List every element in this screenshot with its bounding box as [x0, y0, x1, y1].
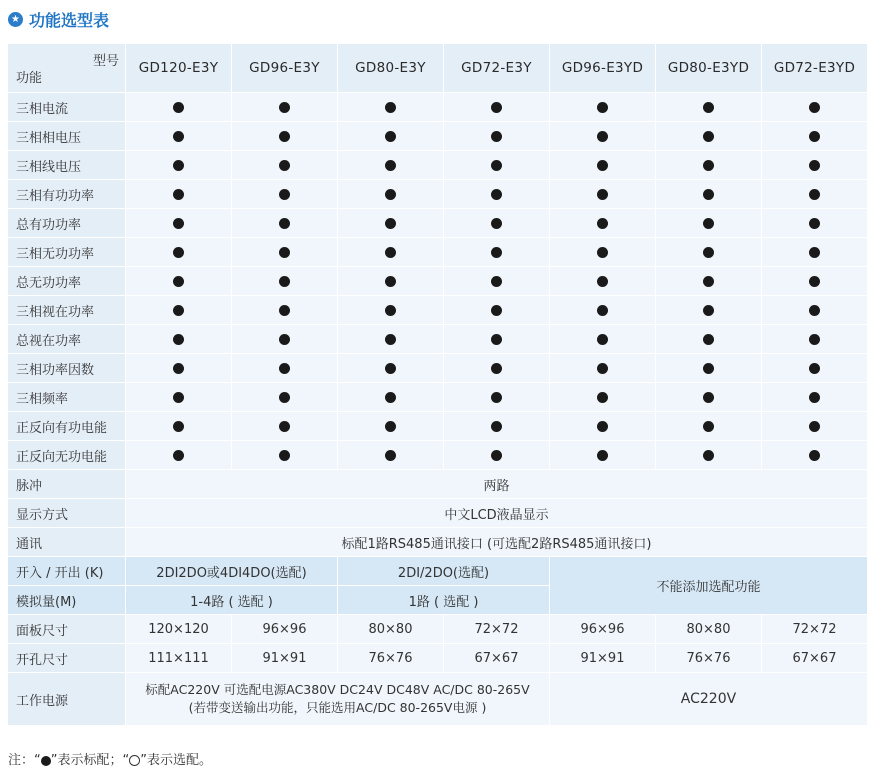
standard-dot-icon [491, 102, 502, 113]
standard-dot-icon [385, 276, 396, 287]
standard-dot-icon [279, 131, 290, 142]
standard-dot-icon [703, 247, 714, 258]
standard-dot-icon [385, 102, 396, 113]
standard-dot-icon [173, 392, 184, 403]
standard-dot-icon [491, 450, 502, 461]
feature-cell [232, 209, 338, 238]
feature-cell [338, 122, 444, 151]
feature-cell [444, 296, 550, 325]
feature-cell [232, 325, 338, 354]
standard-dot-icon [597, 392, 608, 403]
note-prefix: 注：“ [8, 753, 41, 768]
io-label: 开入 / 开出 (K) [8, 557, 126, 586]
feature-cell [656, 93, 762, 122]
feature-cell [338, 180, 444, 209]
power-row [8, 673, 868, 726]
standard-dot-icon [279, 218, 290, 229]
feature-cell [232, 267, 338, 296]
standard-dot-icon [279, 450, 290, 461]
feature-cell [232, 412, 338, 441]
standard-dot-icon [173, 218, 184, 229]
feature-cell [444, 151, 550, 180]
feature-cell [762, 412, 868, 441]
feature-cell [126, 325, 232, 354]
feature-cell [550, 441, 656, 470]
standard-dot-icon [173, 450, 184, 461]
feature-cell [126, 238, 232, 267]
feature-cell [656, 151, 762, 180]
feature-cell [232, 441, 338, 470]
standard-dot-icon [597, 363, 608, 374]
power-standard-line2: (若带变送输出功能，只能选用AC/DC 80-265V电源 ) [188, 700, 487, 715]
feature-cell [762, 180, 868, 209]
feature-cell [126, 151, 232, 180]
standard-dot-icon [597, 189, 608, 200]
standard-dot-icon [491, 276, 502, 287]
standard-dot-icon [173, 160, 184, 171]
feature-cell [338, 412, 444, 441]
feature-cell [762, 354, 868, 383]
standard-dot-icon [597, 131, 608, 142]
standard-dot-icon [279, 305, 290, 316]
standard-dot-icon [385, 363, 396, 374]
feature-cell [232, 151, 338, 180]
feature-cell [126, 267, 232, 296]
section-title [8, 6, 109, 32]
cutout-size-cell: 91×91 [232, 644, 338, 673]
standard-dot-icon [279, 363, 290, 374]
standard-dot-icon [597, 305, 608, 316]
standard-dot-icon [173, 131, 184, 142]
feature-cell [126, 93, 232, 122]
standard-dot-icon [703, 276, 714, 287]
display-row [8, 499, 868, 528]
feature-label: 正反向有功电能 [8, 412, 126, 441]
feature-label: 三相无功功率 [8, 238, 126, 267]
standard-dot-icon [173, 334, 184, 345]
feature-row [8, 122, 868, 151]
cutout-size-cell: 67×67 [762, 644, 868, 673]
corner-function-label: 功能 [16, 71, 43, 86]
feature-cell [338, 383, 444, 412]
feature-cell [338, 209, 444, 238]
feature-cell [232, 238, 338, 267]
feature-row [8, 412, 868, 441]
display-value: 中文LCD液晶显示 [126, 499, 868, 528]
panel-size-cell: 80×80 [338, 615, 444, 644]
feature-label: 三相线电压 [8, 151, 126, 180]
standard-dot-icon [809, 189, 820, 200]
feature-cell [656, 267, 762, 296]
standard-dot-icon [703, 160, 714, 171]
standard-dot-icon [703, 421, 714, 432]
feature-cell [656, 180, 762, 209]
footnote [8, 749, 212, 768]
feature-row [8, 238, 868, 267]
standard-dot-icon [703, 334, 714, 345]
feature-cell [232, 180, 338, 209]
feature-cell [762, 267, 868, 296]
feature-cell [126, 383, 232, 412]
feature-cell [550, 412, 656, 441]
feature-cell [762, 151, 868, 180]
no-option-cell: 不能添加选配功能 [550, 557, 868, 615]
standard-dot-icon [491, 363, 502, 374]
page-title: 功能选型表 [29, 10, 110, 30]
analog-group1: 1-4路 ( 选配 ) [126, 586, 338, 615]
standard-dot-icon [491, 160, 502, 171]
standard-dot-icon [809, 276, 820, 287]
cutout-size-row [8, 644, 868, 673]
standard-dot-icon [597, 102, 608, 113]
feature-cell [762, 93, 868, 122]
note-mid: ”表示标配；“ [50, 753, 130, 768]
standard-dot-icon [385, 421, 396, 432]
feature-label: 总有功功率 [8, 209, 126, 238]
standard-dot-icon [491, 247, 502, 258]
standard-dot-icon [173, 421, 184, 432]
panel-size-cell: 96×96 [232, 615, 338, 644]
feature-cell [126, 412, 232, 441]
feature-cell [338, 93, 444, 122]
feature-row [8, 180, 868, 209]
feature-cell [338, 238, 444, 267]
feature-row [8, 325, 868, 354]
standard-dot-icon [173, 189, 184, 200]
standard-dot-icon [491, 218, 502, 229]
standard-dot-icon [385, 305, 396, 316]
feature-cell [550, 238, 656, 267]
feature-cell [126, 441, 232, 470]
io-row [8, 557, 868, 586]
standard-dot-icon [491, 392, 502, 403]
standard-dot-icon [491, 421, 502, 432]
feature-cell [550, 151, 656, 180]
power-other: AC220V [550, 673, 868, 726]
feature-label: 三相频率 [8, 383, 126, 412]
standard-dot-icon [279, 421, 290, 432]
feature-cell [550, 296, 656, 325]
feature-cell [126, 296, 232, 325]
feature-cell [656, 209, 762, 238]
feature-cell [126, 209, 232, 238]
feature-cell [762, 122, 868, 151]
feature-cell [444, 267, 550, 296]
pulse-label: 脉冲 [8, 470, 126, 499]
feature-cell [550, 383, 656, 412]
feature-cell [762, 383, 868, 412]
feature-label: 正反向无功电能 [8, 441, 126, 470]
feature-cell [444, 238, 550, 267]
model-header: GD72-E3Y [444, 44, 550, 93]
power-standard-line1: 标配AC220V 可选配电源AC380V DC24V DC48V AC/DC 80-265V [145, 682, 530, 697]
standard-dot-icon [597, 421, 608, 432]
feature-cell [232, 354, 338, 383]
feature-cell [762, 296, 868, 325]
optional-circle-icon [129, 755, 140, 766]
header-corner [8, 44, 126, 93]
feature-cell [232, 93, 338, 122]
standard-dot-icon [597, 160, 608, 171]
standard-dot-icon [385, 392, 396, 403]
feature-label: 三相功率因数 [8, 354, 126, 383]
comm-value: 标配1路RS485通讯接口 (可选配2路RS485通讯接口) [126, 528, 868, 557]
feature-cell [656, 238, 762, 267]
feature-label: 总无功功率 [8, 267, 126, 296]
standard-dot-icon [597, 247, 608, 258]
feature-cell [444, 180, 550, 209]
power-label: 工作电源 [8, 673, 126, 726]
standard-dot-icon [279, 102, 290, 113]
feature-label: 三相有功功率 [8, 180, 126, 209]
feature-cell [762, 441, 868, 470]
feature-row [8, 151, 868, 180]
feature-label: 三相视在功率 [8, 296, 126, 325]
standard-dot-icon [809, 218, 820, 229]
cutout-size-cell: 111×111 [126, 644, 232, 673]
feature-cell [232, 296, 338, 325]
feature-row [8, 93, 868, 122]
feature-cell [444, 325, 550, 354]
standard-dot-icon [809, 131, 820, 142]
header-row [8, 44, 868, 93]
selection-table [8, 44, 868, 726]
standard-dot-icon [703, 131, 714, 142]
feature-cell [232, 122, 338, 151]
feature-cell [550, 267, 656, 296]
standard-dot-icon [385, 334, 396, 345]
power-standard [126, 673, 550, 726]
standard-dot-icon [279, 160, 290, 171]
feature-cell [444, 122, 550, 151]
pulse-row [8, 470, 868, 499]
feature-cell [338, 296, 444, 325]
standard-dot-icon [809, 421, 820, 432]
feature-cell [550, 325, 656, 354]
star-circle-icon: ★ [8, 12, 23, 27]
standard-dot-icon [385, 131, 396, 142]
analog-label: 模拟量(M) [8, 586, 126, 615]
comm-label: 通讯 [8, 528, 126, 557]
standard-dot-icon [385, 247, 396, 258]
feature-cell [444, 412, 550, 441]
feature-cell [444, 383, 550, 412]
feature-row [8, 441, 868, 470]
note-suffix: ”表示选配。 [140, 753, 212, 768]
standard-dot-icon [703, 392, 714, 403]
standard-dot-icon [703, 218, 714, 229]
feature-label: 总视在功率 [8, 325, 126, 354]
feature-cell [550, 209, 656, 238]
feature-cell [444, 354, 550, 383]
standard-dot-icon [809, 305, 820, 316]
standard-dot-icon [385, 450, 396, 461]
analog-group2: 1路 ( 选配 ) [338, 586, 550, 615]
standard-dot-icon [173, 305, 184, 316]
display-label: 显示方式 [8, 499, 126, 528]
standard-dot-icon [279, 247, 290, 258]
feature-cell [656, 325, 762, 354]
standard-dot-icon [173, 102, 184, 113]
feature-cell [550, 93, 656, 122]
standard-dot-icon [385, 218, 396, 229]
standard-dot-icon [41, 756, 51, 766]
standard-dot-icon [491, 189, 502, 200]
standard-dot-icon [279, 189, 290, 200]
feature-cell [656, 122, 762, 151]
panel-size-row [8, 615, 868, 644]
standard-dot-icon [809, 392, 820, 403]
standard-dot-icon [703, 102, 714, 113]
standard-dot-icon [173, 247, 184, 258]
panel-size-cell: 120×120 [126, 615, 232, 644]
standard-dot-icon [809, 247, 820, 258]
feature-row [8, 354, 868, 383]
cutout-size-cell: 76×76 [338, 644, 444, 673]
feature-cell [338, 151, 444, 180]
feature-label: 三相电流 [8, 93, 126, 122]
standard-dot-icon [279, 276, 290, 287]
feature-cell [126, 122, 232, 151]
standard-dot-icon [809, 363, 820, 374]
io-group1: 2DI2DO或4DI4DO(选配) [126, 557, 338, 586]
panel-size-label: 面板尺寸 [8, 615, 126, 644]
panel-size-cell: 80×80 [656, 615, 762, 644]
standard-dot-icon [809, 334, 820, 345]
standard-dot-icon [491, 334, 502, 345]
feature-cell [656, 441, 762, 470]
standard-dot-icon [279, 334, 290, 345]
standard-dot-icon [385, 160, 396, 171]
standard-dot-icon [809, 450, 820, 461]
feature-cell [338, 325, 444, 354]
feature-row [8, 209, 868, 238]
feature-cell [656, 383, 762, 412]
comm-row [8, 528, 868, 557]
feature-cell [232, 383, 338, 412]
pulse-value: 两路 [126, 470, 868, 499]
feature-cell [444, 93, 550, 122]
feature-cell [550, 354, 656, 383]
corner-type-label: 型号 [92, 54, 119, 69]
standard-dot-icon [491, 131, 502, 142]
feature-cell [126, 354, 232, 383]
standard-dot-icon [173, 363, 184, 374]
standard-dot-icon [703, 363, 714, 374]
model-header: GD72-E3YD [762, 44, 868, 93]
model-header: GD96-E3YD [550, 44, 656, 93]
standard-dot-icon [491, 305, 502, 316]
feature-cell [762, 325, 868, 354]
feature-cell [656, 412, 762, 441]
model-header: GD120-E3Y [126, 44, 232, 93]
standard-dot-icon [809, 102, 820, 113]
feature-cell [338, 354, 444, 383]
standard-dot-icon [597, 218, 608, 229]
cutout-size-cell: 76×76 [656, 644, 762, 673]
panel-size-cell: 72×72 [762, 615, 868, 644]
feature-cell [126, 180, 232, 209]
feature-cell [444, 209, 550, 238]
standard-dot-icon [597, 334, 608, 345]
feature-row [8, 267, 868, 296]
cutout-size-cell: 91×91 [550, 644, 656, 673]
model-header: GD96-E3Y [232, 44, 338, 93]
feature-row [8, 383, 868, 412]
feature-cell [338, 441, 444, 470]
feature-cell [444, 441, 550, 470]
standard-dot-icon [597, 450, 608, 461]
standard-dot-icon [279, 392, 290, 403]
feature-cell [550, 122, 656, 151]
panel-size-cell: 96×96 [550, 615, 656, 644]
standard-dot-icon [703, 305, 714, 316]
model-header: GD80-E3YD [656, 44, 762, 93]
feature-cell [656, 296, 762, 325]
standard-dot-icon [809, 160, 820, 171]
feature-cell [762, 238, 868, 267]
model-header: GD80-E3Y [338, 44, 444, 93]
feature-cell [338, 267, 444, 296]
feature-row [8, 296, 868, 325]
standard-dot-icon [703, 189, 714, 200]
feature-cell [550, 180, 656, 209]
standard-dot-icon [385, 189, 396, 200]
cutout-size-label: 开孔尺寸 [8, 644, 126, 673]
standard-dot-icon [597, 276, 608, 287]
feature-label: 三相相电压 [8, 122, 126, 151]
standard-dot-icon [703, 450, 714, 461]
cutout-size-cell: 67×67 [444, 644, 550, 673]
feature-cell [762, 209, 868, 238]
standard-dot-icon [173, 276, 184, 287]
feature-cell [656, 354, 762, 383]
io-group2: 2DI/2DO(选配) [338, 557, 550, 586]
panel-size-cell: 72×72 [444, 615, 550, 644]
